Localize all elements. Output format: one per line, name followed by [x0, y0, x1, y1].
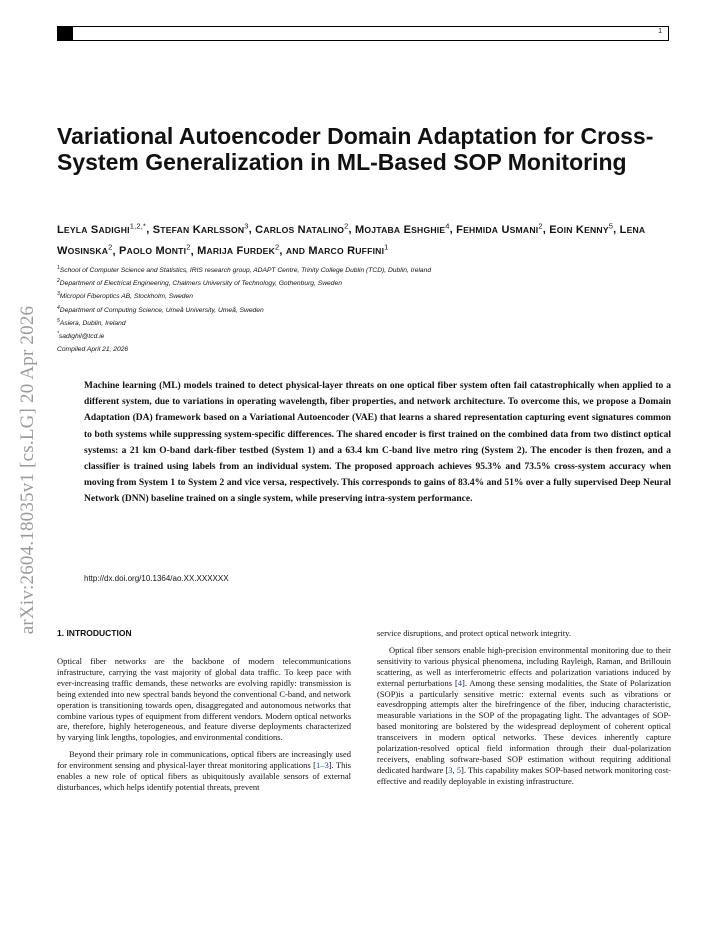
author-list: LEYLA $SADIGHI^{1,2,*}$, STEFAN KARLSSON$^3$, CARLOS NATALINO$^2$, MOJTABA ESHGHIE$^4$, FEHMIDA USMANI$^2$, EOIN KENNY$^5$, LENA WOSINSKA$^2$, PAOLO MONTI$^2$, MARIJA FURDEK$^2$, AND MARCO RUFFINI$^1$ [57, 221, 646, 258]
affiliation-text: Department of Computing Science, Umeå University, Umeå, Sweden [59, 306, 264, 314]
author-affiliation-mark: 1,2,* [129, 221, 147, 230]
intro-paragraph-1: Optical fiber networks are the backbone of modern telecommunications infrastructure, carrying the vast majority of global data traffic. To keep pace with ever-increasing traffic demands, these networks are evolving rapidly: transmission is being extended into new spectral bands beyond the conventional C-band, and network operation is transitioning towards open, disaggregated and autonomous networks that combine various types of equipment from different vendors. Modern optical networks are, therefore, highly heterogeneous, and feature diverse deployments characterized by varying link lengths, topologies, and environmental conditions. [57, 656, 351, 743]
affiliation-line [57, 276, 677, 289]
affiliation-line [57, 263, 677, 276]
affiliation-text: Asiera, Dublin, Ireland [59, 320, 126, 328]
doi-link[interactable]: http://dx.doi.org/10.1364/ao.XX.XXXXXX [84, 574, 229, 583]
citation-link[interactable]: 4 [457, 677, 463, 688]
author-name: MARIJA FURDEK$^2$ [197, 242, 280, 258]
intro-paragraph-4-text-a: Optical fiber sensors enable high-precision environmental monitoring due to their sensitivity to various physical phenomena, including Rayleigh, Raman, and Brillouin scattering, as well as interferometric effects and polarization variations induced by external perturbations [ [377, 644, 671, 688]
author-affiliation-mark: 5 [608, 221, 614, 230]
right-column [377, 628, 671, 787]
page-number: 1 [658, 28, 662, 35]
compiled-date: Compiled April 21, 2026 [57, 346, 129, 353]
author-name: CARLOS NATALINO$^2$ [255, 221, 349, 236]
author-name: MARCO RUFFINI$^1$ [308, 242, 389, 258]
author-name: EOIN KENNY$^5$ [549, 221, 614, 236]
affiliation-line [57, 289, 677, 302]
author-name: MOJTABA ESHGHIE$^4$ [355, 221, 450, 236]
intro-paragraph-4-text-c: ]. This capability makes SOP-based network monitoring cost-effective and readily deployable in existing infrastructure. [377, 764, 672, 786]
author-affiliation-mark: 2 [275, 242, 280, 252]
author-name: PAOLO MONTI$^2$ [119, 242, 191, 258]
affiliation-list [57, 263, 677, 342]
affiliation-text: Micropol Fiberoptics AB, Stockholm, Sweden [59, 293, 193, 301]
author-affiliation-mark: 2 [538, 221, 543, 230]
intro-paragraph-2 [57, 749, 351, 793]
author-conjunction: AND [285, 246, 306, 257]
author-affiliation-mark: 1 [384, 242, 389, 252]
intro-paragraph-2-text-a: Beyond their primary role in communications, optical fibers are increasingly used for environment sensing and physical-layer threat monitoring applications [ [57, 749, 351, 771]
paper-title: Variational Autoencoder Domain Adaptation for Cross-System Generalization in ML-Based SOP Monitoring [57, 123, 654, 175]
author-name: LENA WOSINSKA$^2$ [57, 223, 646, 258]
citation-link[interactable]: 3, 5 [448, 764, 462, 775]
citation-link[interactable]: 1–3 [315, 760, 329, 771]
header-black-block [58, 27, 73, 40]
affiliation-mark: * [57, 331, 59, 338]
affiliation-mark: 5 [57, 317, 60, 324]
arxiv-identifier: arXiv:2604.18035v1 [cs.LG] 20 Apr 2026 [17, 305, 38, 635]
author-affiliation-mark: 4 [445, 221, 450, 230]
affiliation-text: School of Computer Science and Statistics, IRIS research group, ADAPT Centre, Trinity College Dublin (TCD), Dublin, Ireland [59, 267, 432, 275]
affiliation-mark: 4 [57, 304, 60, 311]
abstract: Machine learning (ML) models trained to detect physical-layer threats on one optical fiber system often fail catastrophically when applied to a different system, due to variations in operating wavelength, fiber properties, and network architecture. To overcome this, we propose a Domain Adaptation (DA) framework based on a Variational Autoencoder (VAE) that learns a shared representation capturing event signatures common to both systems while suppressing system-specific differences. The shared encoder is first trained on the combined data from two distinct optical systems: a 21 km O-band dark-fiber testbed (System 1) and a 63.4 km C-band live metro ring (System 2). The encoder is then frozen, and a classifier is trained using labels from an individual system. The proposed approach achieves 95.3% and 73.5% cross-system accuracy when moving from System 1 to System 2 and vice versa, respectively. This corresponds to gains of 83.4% and 51% over a fully supervised Deep Neural Network (DNN) baseline trained on a single system, while preserving intra-system performance. [84, 381, 671, 505]
author-affiliation-mark: 2 [186, 242, 191, 252]
section-heading-introduction: 1. INTRODUCTION [57, 628, 132, 638]
arxiv-side-stamp [8, 260, 48, 680]
affiliation-mark: 2 [57, 278, 60, 285]
author-name: LEYLA $SADIGHI^{1,2,*}$ [57, 221, 147, 236]
affiliation-text: Department of Electrical Engineering, Chalmers University of Technology, Gothenburg, Sweden [59, 280, 342, 288]
affiliation-line [57, 316, 677, 329]
affiliation-mark: 3 [57, 291, 60, 298]
affiliation-line [57, 303, 677, 316]
author-affiliation-mark: 2 [344, 221, 349, 230]
intro-paragraph-3-continued: service disruptions, and protect optical network integrity. [377, 628, 571, 638]
intro-paragraph-4-text-b: ]. Among these sensing modalities, the State of Polarization (SOP)is a particularly sensitive metric: external events such as vibrations or eavesdropping attempts alter the birefringence of the fiber, inducing characteristic, measurable variations in the SOP of the propagating light. The advantages of SOP-based monitoring are bolstered by the widespread deployment of coherent optical transceivers in modern optical networks. These devices inherently capture polarization-resolved optical field information through their dual-polarization receivers, enabling software-based SOP estimation without requiring additional dedicated hardware [ [377, 677, 671, 775]
affiliation-text: sadighil@tcd.ie [58, 333, 105, 341]
left-column [57, 628, 351, 793]
intro-paragraph-2-text-b: ]. This enables a new role of optical fibers as ubiquitously available sensors of external disturbances, which helps identify potential threats, prevent [57, 760, 351, 792]
intro-paragraph-4 [377, 645, 671, 787]
author-name: FEHMIDA USMANI$^2$ [456, 221, 543, 236]
author-affiliation-mark: 3 [244, 221, 249, 230]
running-header-bar [57, 26, 669, 41]
author-affiliation-mark: 2 [108, 242, 113, 252]
affiliation-line [57, 329, 677, 342]
author-name: STEFAN KARLSSON$^3$ [152, 221, 249, 236]
affiliation-mark: 1 [57, 265, 60, 271]
